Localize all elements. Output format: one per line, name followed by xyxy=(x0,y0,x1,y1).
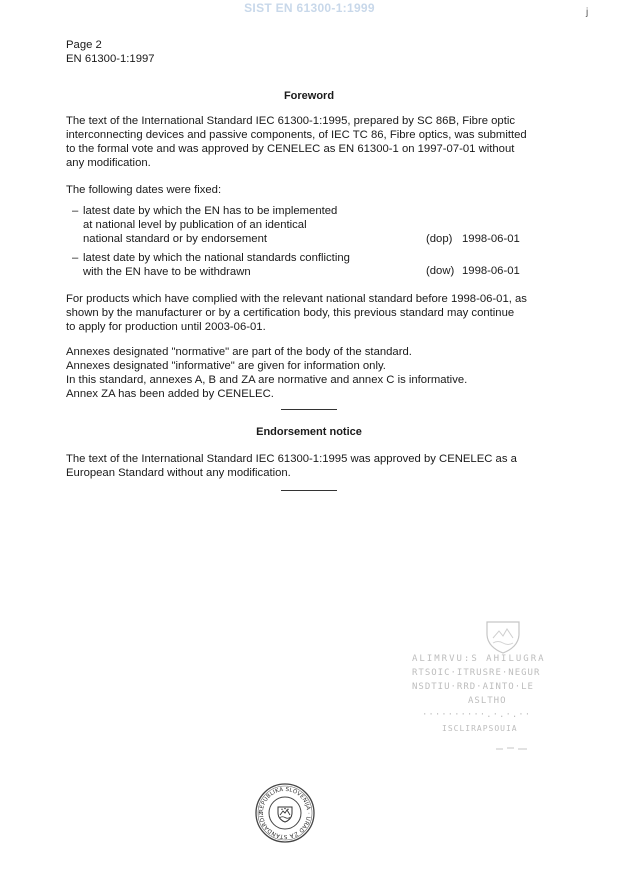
text-line: For products which have complied with the relevant national standard before 1998-06-01, as xyxy=(66,293,527,305)
stamp-line: RTSOIC·ITRUSRE·NEGUR xyxy=(412,668,541,678)
section-divider xyxy=(281,409,337,410)
list-dash: – xyxy=(72,205,79,217)
annex-paragraph xyxy=(66,345,552,401)
text-line: any modification. xyxy=(66,157,151,169)
text-line: to the formal vote and was approved by CENELEC as EN 61300-1 on 1997-07-01 without xyxy=(66,143,515,155)
foreword-title: Foreword xyxy=(283,90,335,102)
text-line: latest date by which the national standards conflicting xyxy=(83,252,350,264)
text-line: Annex ZA has been added by CENELEC. xyxy=(66,388,274,400)
date-item-dow xyxy=(66,251,552,279)
date-item-text xyxy=(83,204,383,246)
faint-stamp xyxy=(412,652,592,736)
products-paragraph xyxy=(66,292,552,334)
text-line: national standard or by endorsement xyxy=(83,233,268,245)
stamp-line: ALIMRVU:S AHILUGRA xyxy=(412,654,546,664)
endorsement-paragraph xyxy=(66,452,552,480)
document-id: EN 61300-1:1997 xyxy=(66,53,155,65)
watermark: SIST EN 61300-1:1999 xyxy=(244,1,375,15)
stamp-line: NSDTIU·RRD·AINTO·LE xyxy=(412,682,534,692)
text-line: European Standard without any modification. xyxy=(66,467,291,479)
date-item-dop xyxy=(66,204,552,246)
text-line: latest date by which the EN has to be implemented xyxy=(83,205,338,217)
stamp-mark xyxy=(494,742,530,750)
stamp-line: ASLTHO xyxy=(468,696,507,706)
text-line: interconnecting devices and passive components, of IEC TC 86, Fibre optics, was submitted xyxy=(66,129,527,141)
corner-mark: j xyxy=(586,7,589,18)
text-line: at national level by publication of an identical xyxy=(83,219,307,231)
text-line: Annexes designated "informative" are given for information only. xyxy=(66,360,386,372)
date-value: 1998-06-01 xyxy=(462,233,520,245)
foreword-intro xyxy=(66,114,552,170)
dates-intro: The following dates were fixed: xyxy=(66,184,222,196)
official-seal-icon xyxy=(254,782,316,844)
endorsement-title: Endorsement notice xyxy=(256,426,362,438)
svg-text:REPUBLIKA SLOVENIJA · URAD ZA: REPUBLIKA SLOVENIJA · URAD ZA STANDARDIZ xyxy=(258,786,312,840)
text-line: The text of the International Standard IEC 61300-1:1995 was approved by CENELEC as a xyxy=(66,453,517,465)
date-value: 1998-06-01 xyxy=(462,265,520,277)
section-divider xyxy=(281,490,337,491)
text-line: The text of the International Standard IEC 61300-1:1995, prepared by SC 86B, Fibre optic xyxy=(66,115,516,127)
date-tag: (dow) xyxy=(426,265,455,277)
date-item-text xyxy=(83,251,383,279)
text-line: with the EN have to be withdrawn xyxy=(83,266,251,278)
stamp-line: ISCLIRAPSOUIA xyxy=(442,724,518,733)
date-tag: (dop) xyxy=(426,233,453,245)
coat-of-arms-icon xyxy=(483,618,523,654)
text-line: to apply for production until 2003-06-01. xyxy=(66,321,266,333)
text-line: Annexes designated "normative" are part of the body of the standard. xyxy=(66,346,412,358)
stamp-line: ··········.·.·.·· xyxy=(422,710,532,720)
text-line: In this standard, annexes A, B and ZA are normative and annex C is informative. xyxy=(66,374,468,386)
page-number: Page 2 xyxy=(66,39,102,51)
list-dash: – xyxy=(72,252,79,264)
text-line: shown by the manufacturer or by a certification body, this previous standard may continue xyxy=(66,307,515,319)
